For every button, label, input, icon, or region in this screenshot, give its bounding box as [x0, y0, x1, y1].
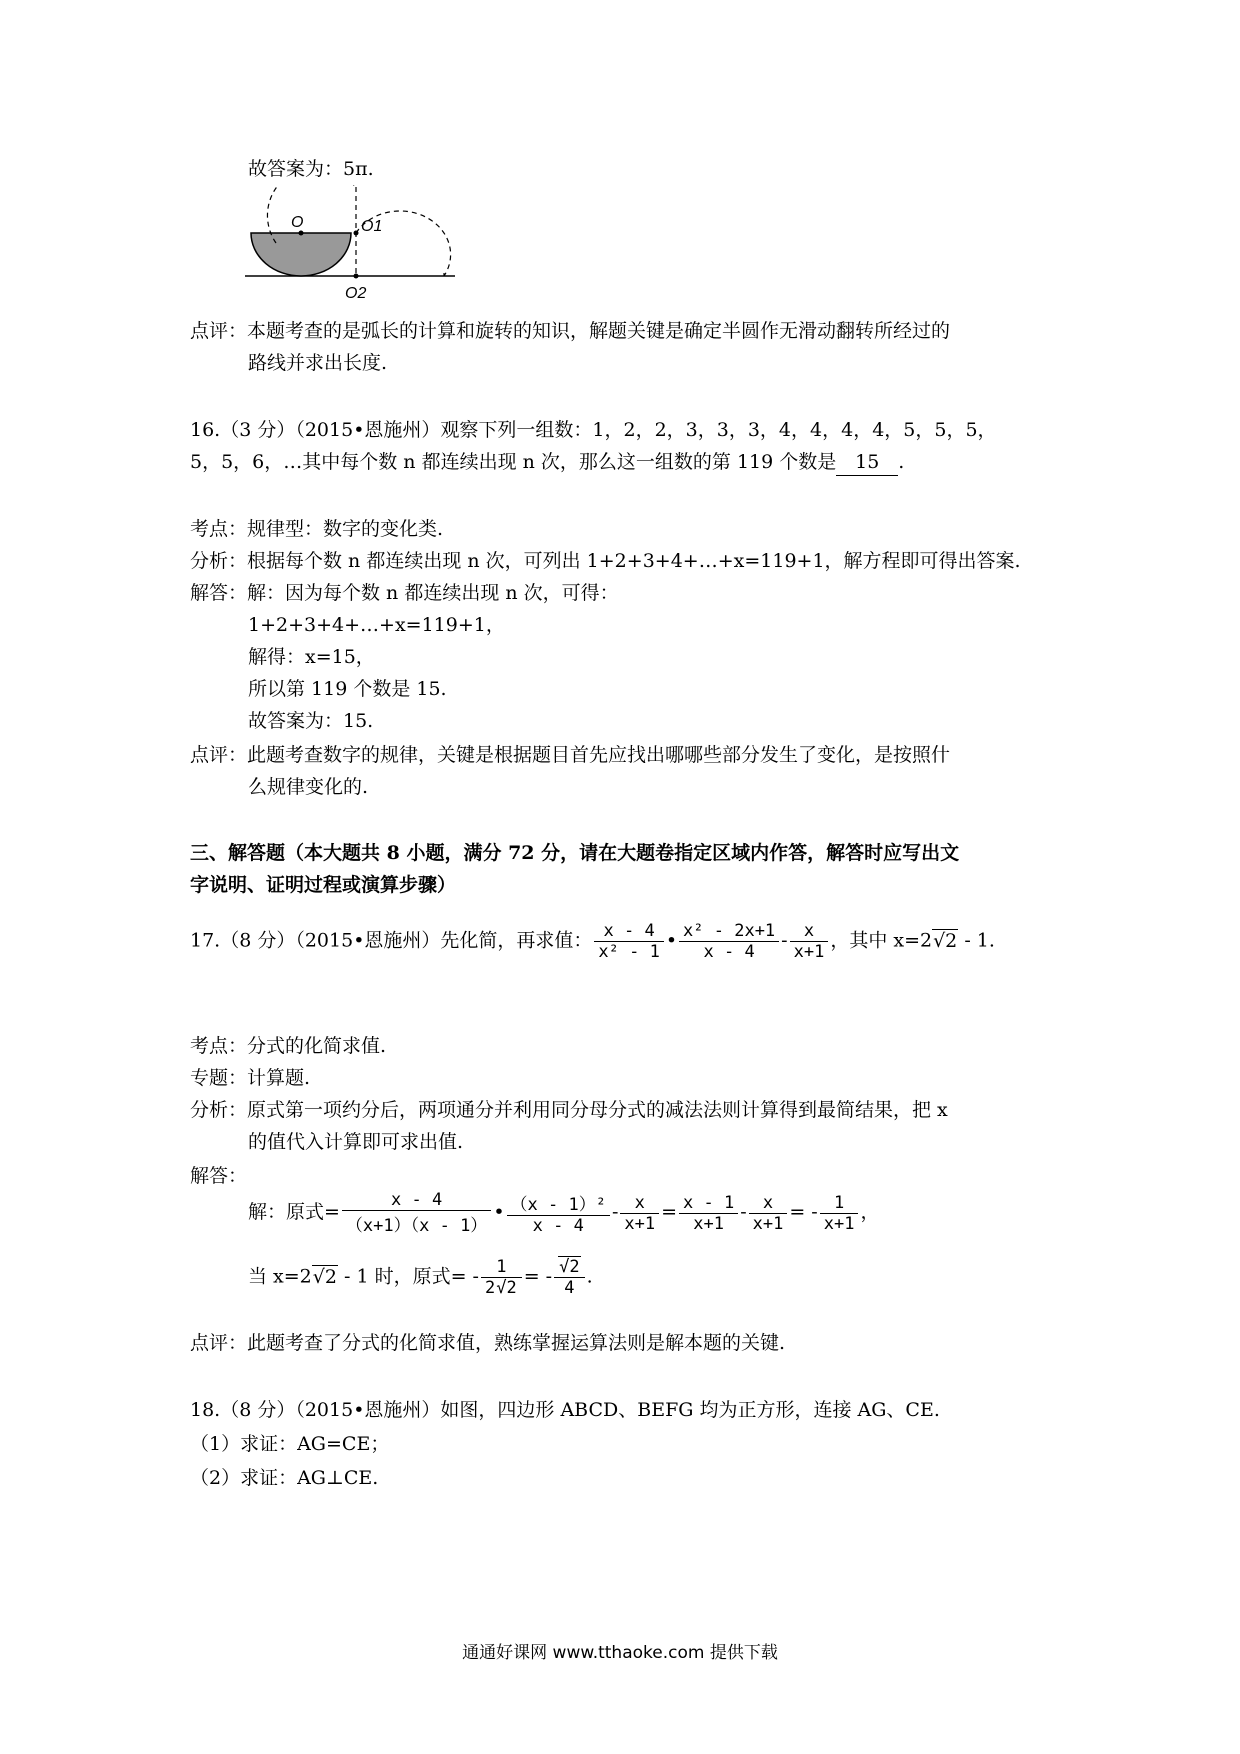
prev-comment-line1: 点评：本题考查的是弧长的计算和旋转的知识，解题关键是确定半圆作无滑动翻转所经过的	[190, 320, 951, 342]
equals-minus: = -	[789, 1201, 818, 1223]
page-footer: 通通好课网 www.tthaoke.com 提供下载	[462, 1643, 778, 1663]
prev-answer: 故答案为：5π.	[248, 158, 374, 180]
sqrt-2: √2	[312, 1265, 337, 1288]
sqrt-2: √2	[933, 929, 958, 952]
q17-substitution-line	[248, 1257, 593, 1298]
fraction-denominator: 4	[554, 1277, 584, 1298]
fraction-numerator: x	[762, 1192, 774, 1213]
minus-sign: -	[781, 929, 788, 952]
label-o1: O1	[361, 218, 383, 235]
fraction-numerator: （x - 1）²	[510, 1195, 606, 1215]
fraction-numerator: x² - 2x+1	[683, 921, 776, 941]
q17-comment: 点评：此题考查了分式的化简求值，熟练掌握运算法则是解本题的关键.	[190, 1332, 786, 1354]
solution-fraction-1	[342, 1190, 491, 1236]
fraction-numerator: x	[634, 1192, 645, 1213]
point-o2	[354, 274, 359, 279]
q17-fenxi-line2: 的值代入计算即可求出值.	[248, 1131, 464, 1153]
equals-minus: = -	[523, 1265, 553, 1288]
comma: ，	[860, 1201, 880, 1223]
q16-kaodian: 考点：规律型：数字的变化类.	[190, 518, 444, 540]
sqrt-2: √2	[559, 1257, 580, 1277]
q17-jieda: 解答：	[190, 1165, 248, 1187]
q17-stem-suffix-b: - 1.	[958, 929, 995, 952]
fraction-denominator: （x+1）（x - 1）	[342, 1210, 491, 1236]
solution-fraction-2	[507, 1190, 610, 1236]
fraction-denominator: x+1	[820, 1213, 859, 1234]
prev-comment-line2: 路线并求出长度.	[248, 352, 388, 374]
q16-answer-blank: 15	[836, 449, 898, 476]
fraction-denominator: x+1	[679, 1213, 738, 1234]
point-o1	[354, 231, 359, 236]
solution-fraction-6	[820, 1193, 859, 1234]
shaded-semicircle	[251, 233, 351, 276]
q16-jieda: 解答：解：因为每个数 n 都连续出现 n 次，可得：	[190, 582, 619, 604]
fraction-denominator: x+1	[620, 1213, 659, 1234]
minus-sign: -	[740, 1201, 747, 1223]
q17-solution-line	[248, 1190, 879, 1236]
q16-fenxi: 分析：根据每个数 n 都连续出现 n 次，可列出 1+2+3+4+…+x=119+1，解方程即可得出答案.	[190, 550, 1021, 572]
q17-fraction-1	[594, 921, 663, 962]
when-prefix: 当 x=2	[248, 1265, 312, 1288]
q16-step1: 1+2+3+4+…+x=119+1，	[248, 614, 505, 636]
fraction-denominator: x+1	[790, 941, 829, 962]
q16-comment-line2: 么规律变化的.	[248, 776, 369, 798]
multiply-dot: •	[665, 929, 678, 952]
fraction-numerator	[554, 1257, 584, 1277]
q17-fraction-3	[790, 921, 829, 962]
section3-heading-line2: 字说明、证明过程或演算步骤）	[190, 874, 457, 896]
fraction-denominator: x - 4	[507, 1215, 610, 1236]
fraction-numerator: x - 1	[683, 1192, 735, 1213]
q17-stem-suffix-a: ，其中 x=2	[830, 929, 933, 952]
fraction-denominator: x - 4	[679, 941, 779, 962]
label-o2: O2	[345, 285, 367, 300]
point-o	[299, 231, 304, 236]
q16-step3: 所以第 119 个数是 15.	[248, 678, 447, 700]
solution-prefix: 解：原式=	[248, 1201, 340, 1223]
q17-kaodian: 考点：分式的化简求值.	[190, 1035, 387, 1057]
q16-stem-line1: 16.（3 分）（2015•恩施州）观察下列一组数：1，2，2，3，3，3，4，4，4，4，5，5，5，	[190, 419, 997, 441]
substitution-fraction-1	[481, 1257, 522, 1298]
semicircle-rotation-figure	[245, 185, 495, 300]
section3-heading-line1: 三、解答题（本大题共 8 小题，满分 72 分，请在大题卷指定区域内作答，解答时应写出文	[190, 842, 960, 864]
fraction-denominator: x² - 1	[594, 941, 663, 962]
q18-part1: （1）求证：AG=CE；	[190, 1433, 390, 1455]
fraction-numerator: x - 4	[391, 1190, 443, 1210]
minus-sign: -	[611, 1201, 619, 1223]
q18-stem: 18.（8 分）（2015•恩施州）如图，四边形 ABCD、BEFG 均为正方形，连接 AG、CE.	[190, 1399, 940, 1421]
q16-stem-end: .	[898, 451, 905, 473]
fraction-numerator: 1	[833, 1192, 845, 1213]
q17-stem	[190, 921, 995, 962]
sqrt-2: √2	[496, 1278, 517, 1298]
fraction-denominator: x+1	[749, 1213, 788, 1234]
when-mid: - 1 时，原式= -	[337, 1265, 479, 1288]
q17-stem-prefix: 17.（8 分）（2015•恩施州）先化简，再求值：	[190, 929, 593, 952]
fraction-numerator: x - 4	[603, 921, 655, 941]
q17-fenxi-line1: 分析：原式第一项约分后，两项通分并利用同分母分式的减法法则计算得到最简结果，把 x	[190, 1099, 948, 1121]
equals-sign: =	[661, 1201, 678, 1223]
fraction-numerator: 1	[496, 1257, 507, 1277]
fraction-denominator	[481, 1277, 522, 1298]
solution-fraction-4	[679, 1193, 738, 1234]
q17-fraction-2	[679, 921, 779, 962]
period: .	[586, 1265, 593, 1288]
q18-part2: （2）求证：AG⊥CE.	[190, 1467, 379, 1489]
multiply-dot: •	[493, 1201, 505, 1223]
label-o: O	[291, 214, 304, 231]
denominator-coefficient: 2	[484, 1278, 496, 1298]
q16-stem-text: 5，5，6，…其中每个数 n 都连续出现 n 次，那么这一组数的第 119 个数是	[190, 451, 837, 473]
q16-step2: 解得：x=15，	[248, 646, 375, 668]
solution-fraction-3	[620, 1193, 659, 1234]
fraction-numerator: x	[803, 921, 815, 941]
q17-zhuanti: 专题：计算题.	[190, 1067, 311, 1089]
q16-stem-line2	[190, 449, 904, 476]
solution-fraction-5	[749, 1193, 788, 1234]
q16-step4: 故答案为：15.	[248, 710, 374, 732]
substitution-fraction-2	[554, 1257, 584, 1298]
q16-comment-line1: 点评：此题考查数字的规律，关键是根据题目首先应找出哪哪些部分发生了变化，是按照什	[190, 744, 951, 766]
